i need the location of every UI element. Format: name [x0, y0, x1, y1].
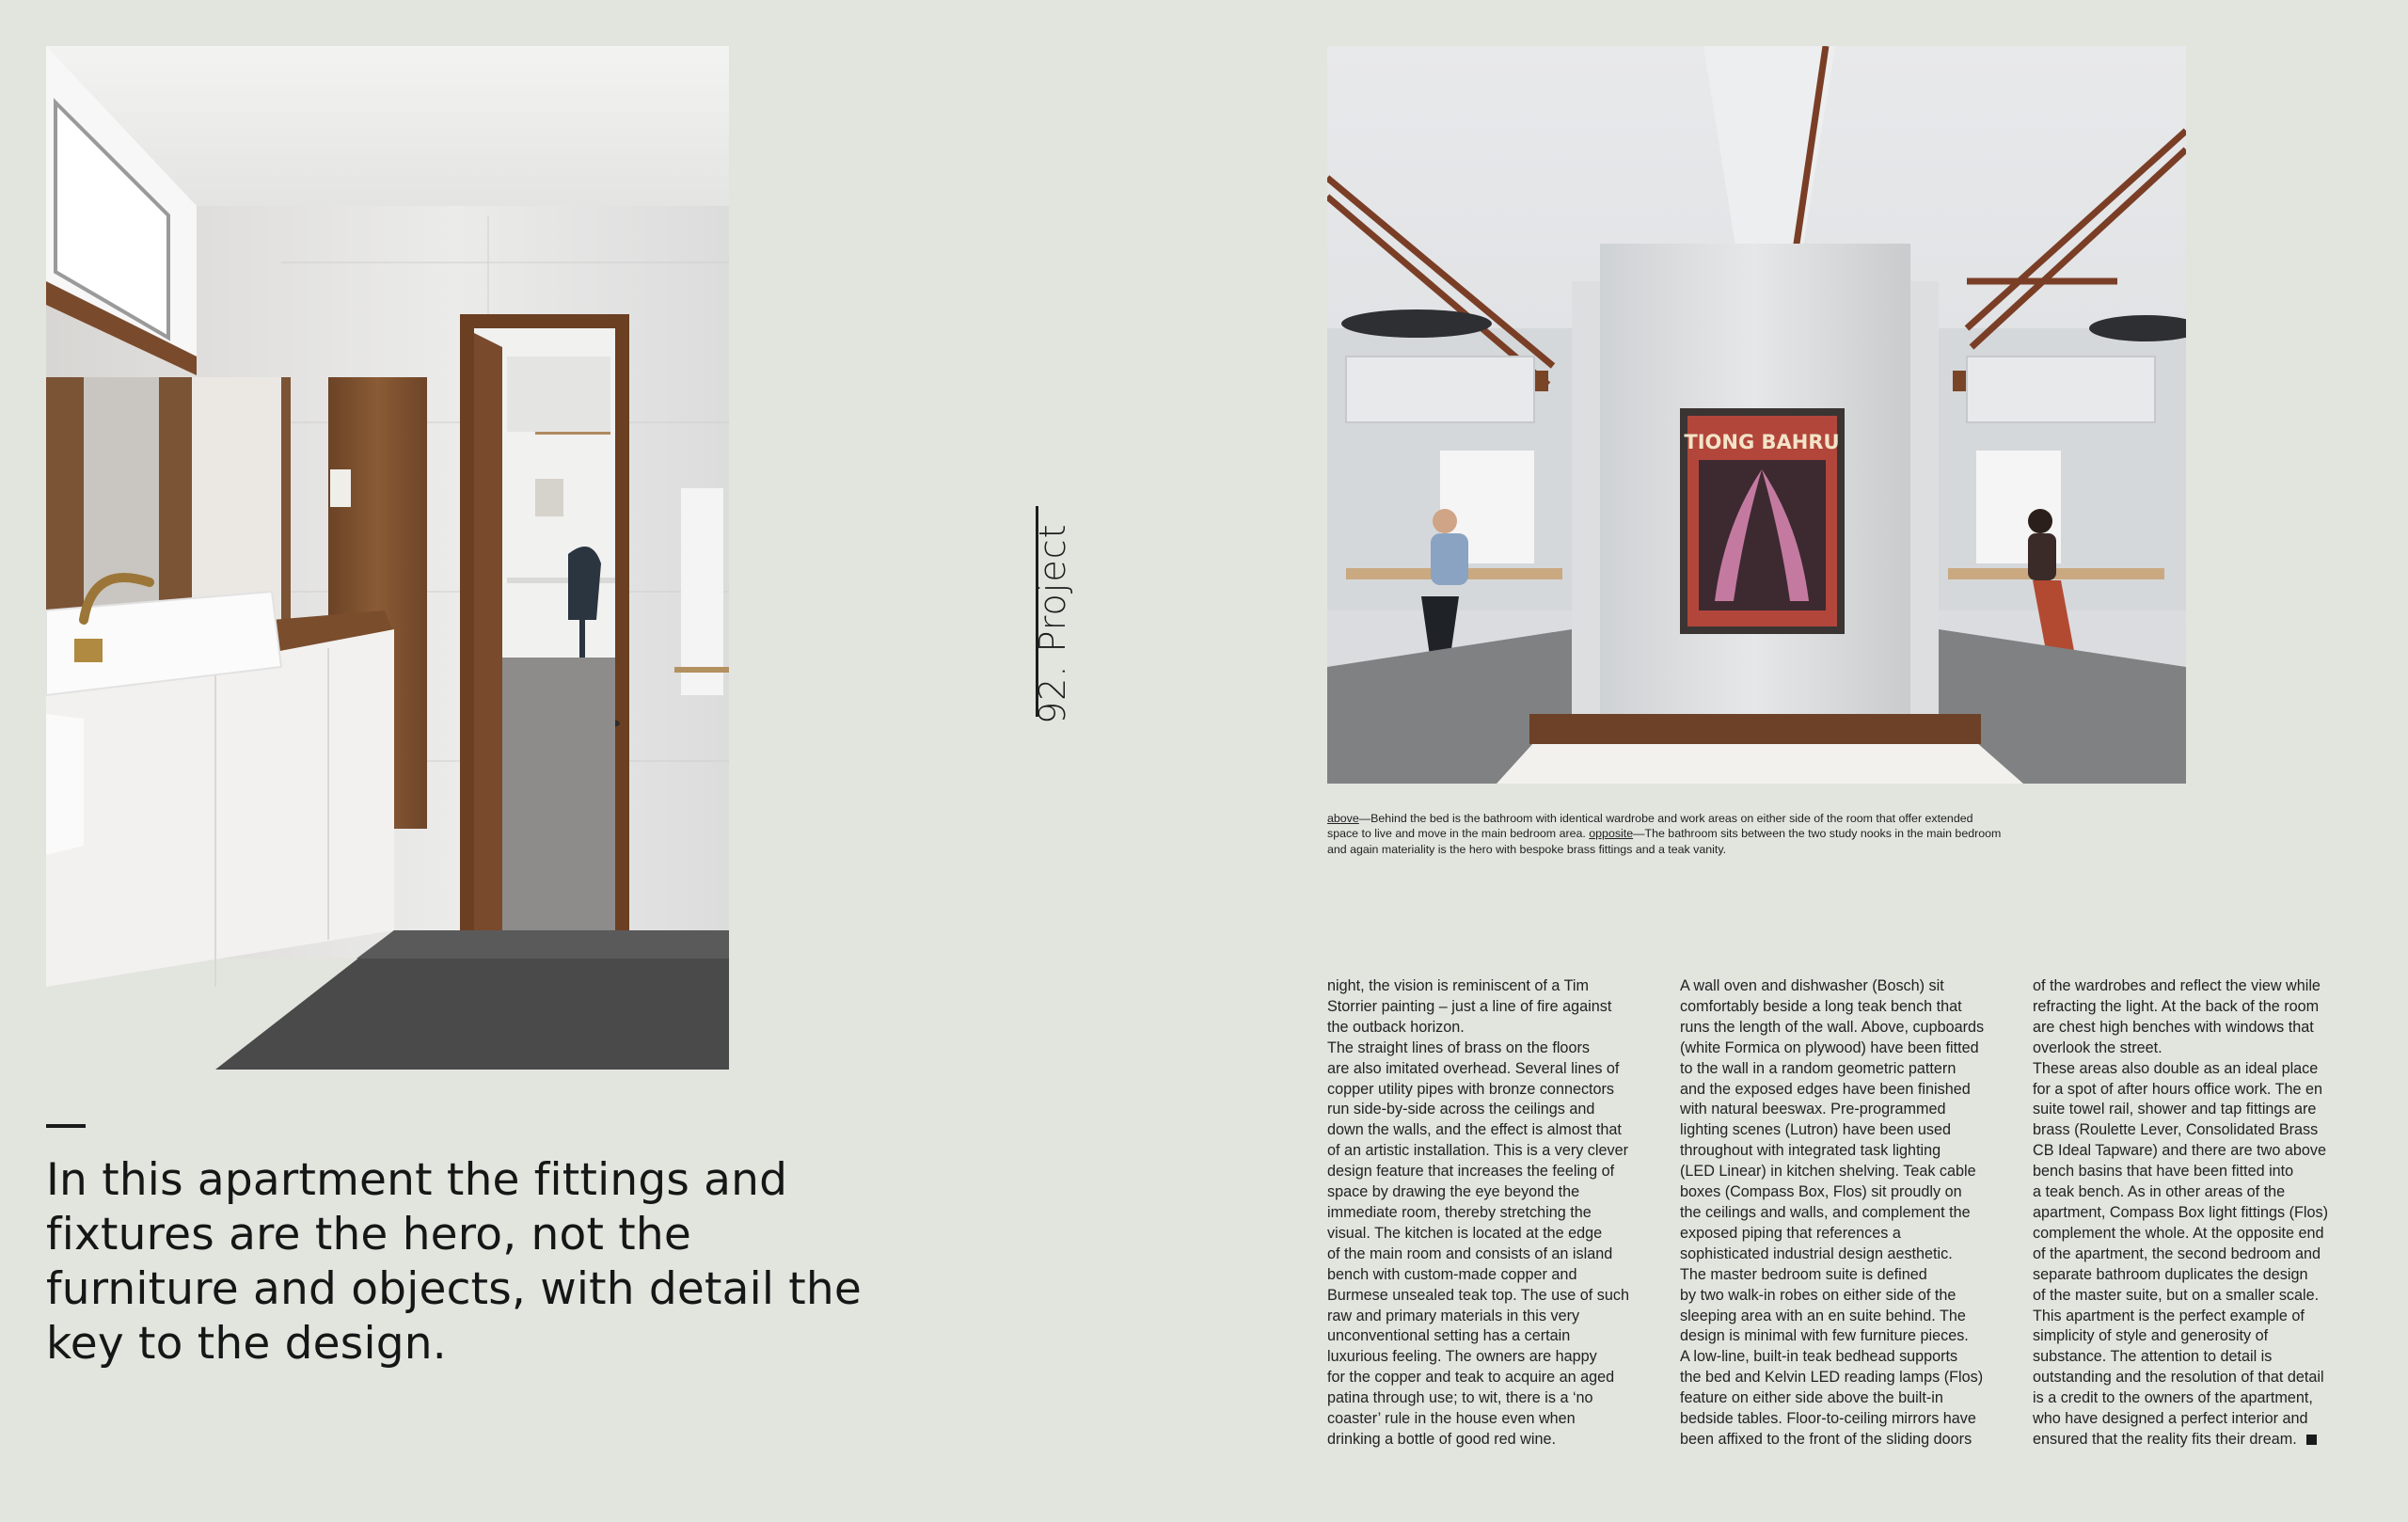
- caption-text-above: —Behind the bed is the bathroom with identical wardrobe and work areas on either side of the room that offer extended space to live and move in the main bedroom area.: [1327, 812, 1973, 841]
- photo-caption: [1327, 811, 2004, 857]
- body-column-1: night, the vision is reminiscent of a Tim Storrier painting – just a line of fire against the outback horizon. The straight lines of brass on the floors are also imitated overhead. Several lines of copper utility pipes with bronze connectors run side-by-side across the ceilings and down the walls, and the effect is almost that of an artistic installation. This is a very clever design feature that increases the feeling of space by drawing the eye beyond the immediate room, thereby stretching the visual. The kitchen is located at the edge of the main room and consists of an island bench with custom-made copper and Burmese unsealed teak top. The use of such raw and primary materials in this very unconventional setting has a certain luxurious feeling. The owners are happy for the copper and teak to acquire an aged patina through use; to wit, there is a ‘no coaster’ rule in the house even when drinking a bottle of good red wine.: [1327, 977, 1629, 1448]
- pull-quote: In this apartment the fittings and fixtures are the hero, not the furniture and objects, with detail the key to the design.: [46, 1154, 863, 1370]
- section-label: 92. Project: [1032, 523, 1073, 724]
- poster-title: TIONG BAHRU: [1684, 431, 1840, 453]
- caption-key-opposite: opposite: [1589, 827, 1634, 841]
- bedroom-photo: [1327, 46, 2186, 784]
- caption-key-above: above: [1327, 812, 1359, 825]
- bedroom-illustration: [1327, 46, 2186, 784]
- body-column-3-text: of the wardrobes and reflect the view while refracting the light. At the back of the room are chest high benches with windows that overlook the street. These areas also double as an ideal place for a spot of after hours office work. The en suite towel rail, shower and tap fittings are brass (Roulette Lever, Consolidated Brass CB Ideal Tapware) and there are two above bench basins that have been fitted into a teak bench. As in other areas of the apartment, Compass Box light fittings (Flos) complement the whole. At the opposite end of the apartment, the second bedroom and separate bathroom duplicates the design of the master suite, but on a smaller scale. This apartment is the perfect example of simplicity of style and generosity of substance. The attention to detail is outstanding and the resolution of that detail is a credit to the owners of the apartment, who have designed a perfect interior and ensured that the reality fits their dream.: [2033, 977, 2328, 1448]
- caption-text-opposite: —The bathroom sits between the two study nooks in the main bedroom and again materiality is the hero with bespoke brass fittings and a teak vanity.: [1327, 827, 2002, 856]
- bathroom-illustration: [46, 46, 729, 1070]
- body-column-3: [2033, 976, 2362, 1451]
- body-column-2: A wall oven and dishwasher (Bosch) sit comfortably beside a long teak bench that runs the length of the wall. Above, cupboards (white Formica on plywood) have been fitted to the wall in a random geometric pattern and the exposed edges have been finished with natural beeswax. Pre-programmed lighting scenes (Lutron) have been used throughout with integrated task lighting (LED Linear) in kitchen shelving. Teak cable boxes (Compass Box, Flos) sit proudly on the ceilings and walls, and complement the exposed piping that references a sophisticated industrial design aesthetic. The master bedroom suite is defined by two walk-in robes on either side of the sleeping area with an en suite behind. The design is minimal with few furniture pieces. A low-line, built-in teak bedhead supports the bed and Kelvin LED reading lamps (Flos) feature on either side above the built-in bedside tables. Floor-to-ceiling mirrors have been affixed to the front of the sliding doors: [1680, 977, 1985, 1448]
- quote-dash: [46, 1124, 86, 1128]
- bathroom-photo: [46, 46, 729, 1070]
- end-mark-icon: [2306, 1435, 2317, 1445]
